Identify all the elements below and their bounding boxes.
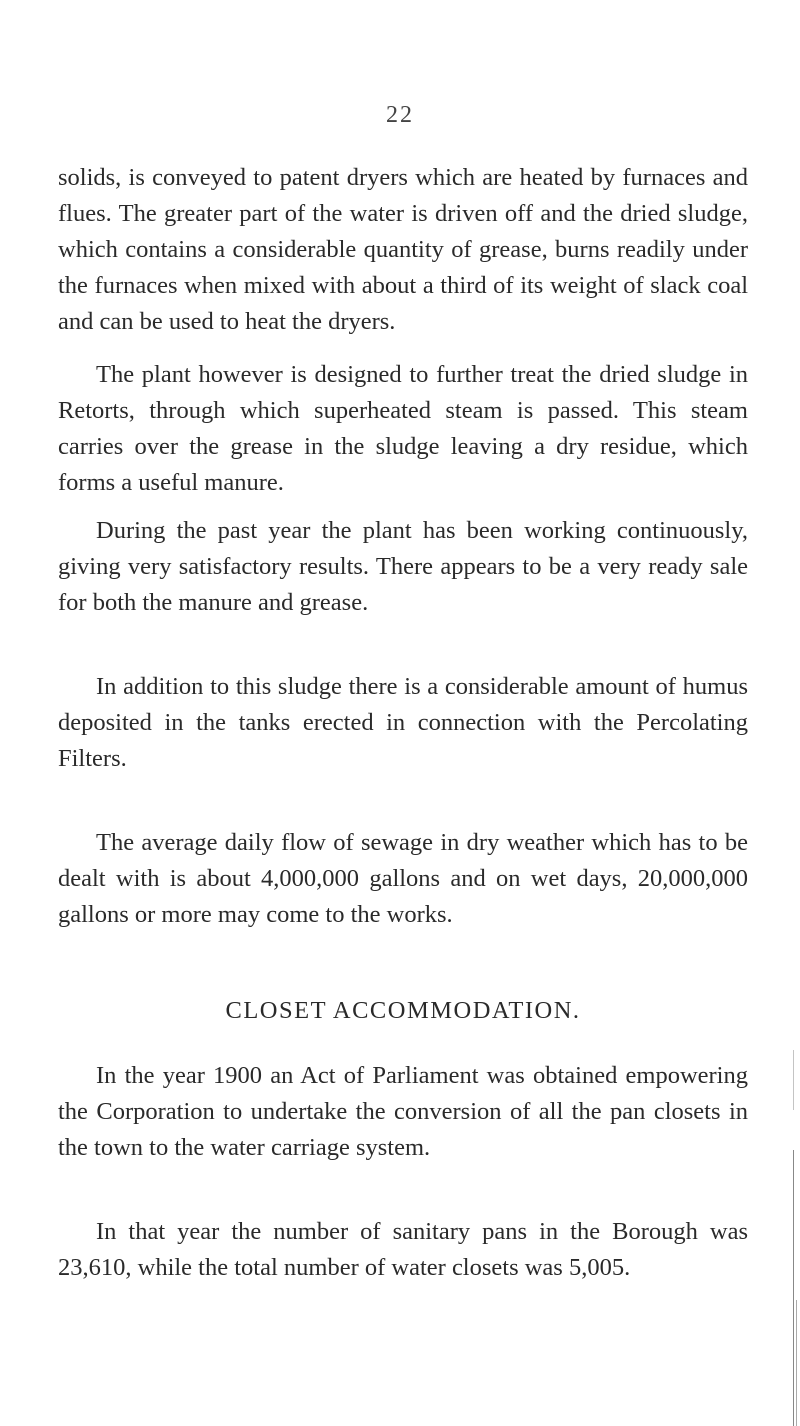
- paragraph-sanitary-pans: In that year the number of sanitary pans in the Borough was 23,610, while the total number of water closets was 5,005.: [58, 1218, 748, 1281]
- paragraph-humus: In addition to this sludge there is a considerable amount of humus deposited in the tanks erected in connection with the Percolating Filters.: [58, 673, 748, 772]
- page-edge-shadow: [793, 1150, 794, 1426]
- paragraph-plant-results: During the past year the plant has been working continuously, giving very satisfactory results. There appears to be a very ready sale for both the manure and grease.: [58, 517, 748, 616]
- paragraph-sludge-drying: solids, is conveyed to patent dryers which are heated by furnaces and flues. The greater part of the water is driven off and the dried sludge, which contains a considerable quantity of grease, burns readily under the furnaces when mixed with about a third of its weight of slack coal and can be used to heat the dryers.: [58, 164, 748, 335]
- section-heading: CLOSET ACCOMMODATION.: [225, 997, 581, 1024]
- page-edge-shadow: [793, 1050, 794, 1110]
- page-edge-shadow: [796, 1300, 797, 1426]
- paragraph-retorts: The plant however is designed to further treat the dried sludge in Retorts, through which superheated steam is passed. This steam carries over the grease in the sludge leaving a dry residue, which forms a useful manure.: [58, 361, 748, 496]
- paragraph-act-of-parliament: In the year 1900 an Act of Parliament was obtained empowering the Corporation to undertake the conversion of all the pan closets in the town to the water carriage system.: [58, 1062, 748, 1161]
- page-number: 22: [386, 102, 414, 128]
- paragraph-sewage-flow: The average daily flow of sewage in dry weather which has to be dealt with is about 4,000,000 gallons and on wet days, 20,000,000 gallons or more may come to the works.: [58, 829, 748, 928]
